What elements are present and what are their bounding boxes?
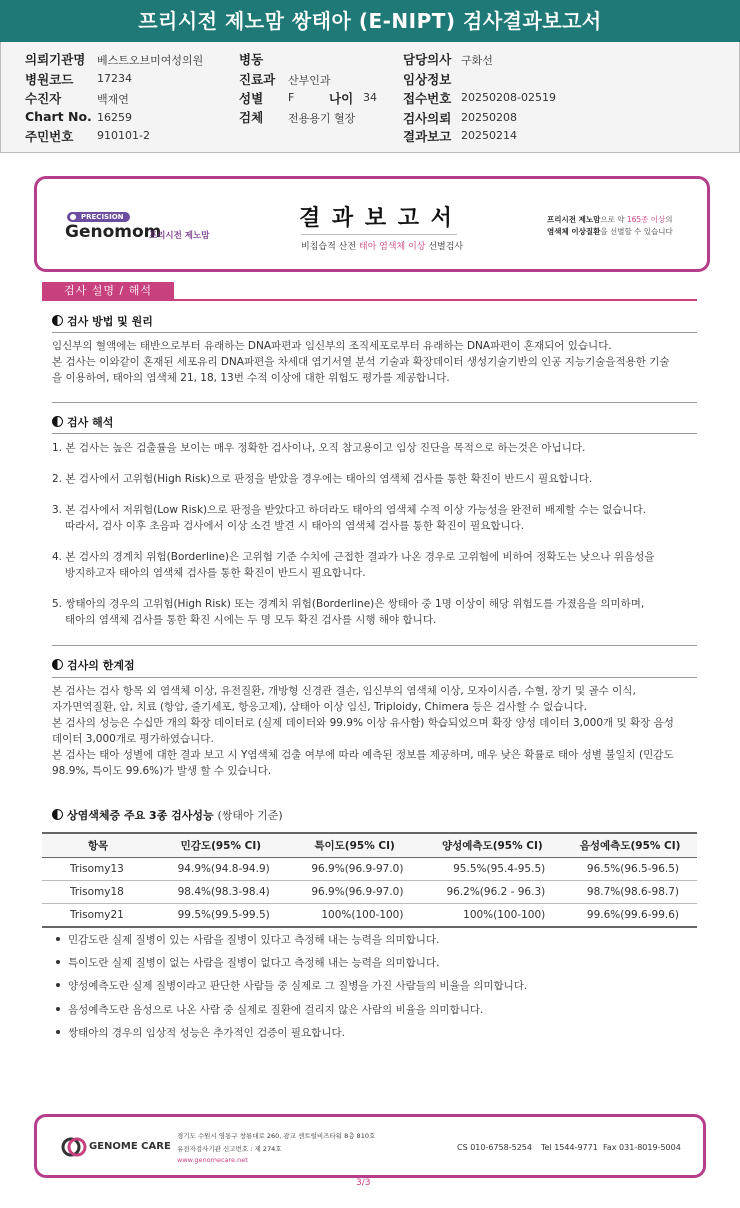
column-header: 양성예측도(95% CI) [421, 833, 563, 858]
genome-care-brand: GENOME CARE [89, 1141, 171, 1152]
precision-text: PRECISION [81, 213, 124, 221]
genome-care-logo-icon [61, 1137, 87, 1157]
limits-heading-text: 검사의 한계점 [67, 659, 135, 672]
table-cell: 96.2%(96.2 - 96.3) [421, 881, 563, 904]
footer-card [34, 1114, 706, 1178]
interp-rule [52, 433, 697, 434]
note-item [56, 1002, 483, 1017]
bullet-icon [56, 960, 60, 964]
sex-label: 성별 [239, 91, 264, 106]
interp-heading [52, 414, 113, 430]
interp-item-line: 4. 본 검사의 경계치 위험(Borderline)은 고위험 기준 수치에 근접한 결과가 나온 경우로 고위험에 비하여 정확도는 낮으나 위음성을 [52, 551, 655, 563]
limits-line: 본 검사는 태아 성별에 대한 결과 보고 시 Y염색체 검출 여부에 따라 예측된 정보를 제공하며, 매우 낮은 확률로 태아 성별 불일치 (민감도 [52, 749, 674, 761]
resident-label: 주민번호 [25, 129, 74, 144]
interp-bottom-rule [52, 645, 697, 646]
report-header-card [34, 176, 710, 272]
sex-value: F [288, 91, 295, 104]
chart-value: 16259 [97, 111, 132, 124]
table-cell: Trisomy13 [42, 858, 154, 881]
age-label: 나이 [329, 91, 354, 106]
method-bottom-rule [52, 402, 697, 403]
bullet-icon [56, 937, 60, 941]
limits-line: 본 검사는 검사 항목 외 염색체 이상, 유전질환, 개방형 신경관 결손, 임신부의 염색체 이상, 모자이시즘, 수혈, 장기 및 골수 이식, [52, 685, 636, 697]
interp-item-line: 3. 본 검사에서 저위험(Low Risk)으로 판정을 받았다고 하더라도 태아의 염색체 수적 이상 가능성을 완전히 배제할 수는 없습니다. [52, 504, 647, 516]
interp-item-line: 2. 본 검사에서 고위험(High Risk)으로 판정을 받았을 경우에는 태아의 염색체 검사를 통한 확진이 반드시 필요합니다. [52, 473, 593, 485]
genomom-kr-logo: 프리시전 제노맘 [149, 231, 210, 241]
limits-rule [52, 677, 697, 678]
half-circle-icon [52, 809, 63, 820]
interp-item [52, 502, 700, 534]
dept-value: 산부인과 [288, 74, 331, 87]
note-text: 음성예측도란 음성으로 나온 사람 중 실제로 질환에 걸리지 않은 사람의 비율을 의미합니다. [68, 1004, 484, 1016]
table-cell: 95.5%(95.4-95.5) [421, 858, 563, 881]
note-text: 민감도란 실제 질병이 있는 사람을 질병이 있다고 측정해 내는 능력을 의미합니다. [68, 934, 440, 946]
section-tab: 검사 설명 / 해석 [42, 282, 174, 300]
interp-item [52, 440, 700, 456]
right-text-b: 으로 약 [600, 215, 627, 224]
ward-label: 병동 [239, 52, 264, 67]
column-header: 항목 [42, 833, 154, 858]
request-label: 검사의뢰 [403, 111, 452, 126]
table-cell: 94.9%(94.8-94.9) [154, 858, 288, 881]
table-cell: 100%(100-100) [288, 904, 422, 928]
table-cell: 100%(100-100) [421, 904, 563, 928]
collector-value: 백재연 [97, 93, 129, 106]
method-line: 본 검사는 이와같이 혼재된 세포유리 DNA파편을 차세대 염기서열 분석 기술과 확장데이터 생성기술기반의 인공 지능기술을적용한 기술 [52, 356, 670, 368]
result-report-heading: 결 과 보 고 서 [299, 205, 454, 231]
heading-underline [301, 234, 457, 235]
method-text [52, 338, 700, 386]
performance-heading-note: (쌍태아 기준) [217, 809, 283, 822]
table-row [42, 904, 697, 928]
right-disease: 염색체 이상질환 [547, 227, 601, 236]
report-date-label: 결과보고 [403, 129, 452, 144]
method-line: 임신부의 혈액에는 태반으로부터 유래하는 DNA파편과 임신부의 조직세포로부터 유래하는 DNA파편이 혼재되어 있습니다. [52, 340, 612, 352]
note-text: 쌍태아의 경우의 임상적 성능은 추가적인 검증이 필요합니다. [68, 1027, 345, 1039]
table-cell: Trisomy21 [42, 904, 154, 928]
receipt-label: 접수번호 [403, 91, 452, 106]
report-title: 프리시전 제노맘 쌍태아 (E-NIPT) 검사결과보고서 [0, 0, 740, 42]
section-divider [42, 299, 697, 301]
bullet-icon [56, 1030, 60, 1034]
right-brand: 프리시전 제노맘 [547, 215, 601, 224]
interp-item [52, 549, 700, 581]
table-cell: 98.7%(98.6-98.7) [563, 881, 697, 904]
resident-value: 910101-2 [97, 129, 150, 142]
right-text-d: 의 [665, 215, 673, 224]
bullet-icon [56, 1007, 60, 1011]
right-text-f: 을 선별할 수 있습니다 [600, 227, 673, 236]
report-subtitle [301, 239, 463, 252]
interp-item-line: 태아의 염색체 검사를 통한 확진 시에는 두 명 모두 확진 검사를 시행 해야 합니다. [65, 614, 437, 626]
subtitle-part-c: 선별검사 [425, 242, 464, 252]
table-header-row [42, 833, 697, 858]
performance-heading [52, 807, 283, 823]
precision-badge [67, 212, 130, 222]
note-item [56, 1025, 345, 1040]
limits-line: 자가면역질환, 암, 치료 (항암, 줄기세포, 항응고제), 삼태아 이상 임신, Triploidy, Chimera 등은 검사할 수 없습니다. [52, 701, 588, 713]
column-header: 민감도(95% CI) [154, 833, 288, 858]
footer-tel: Tel 1544-9771 [541, 1143, 598, 1152]
precision-dot-icon [70, 214, 76, 220]
page-number: 3/3 [356, 1178, 371, 1188]
table-cell: 96.9%(96.9-97.0) [288, 881, 422, 904]
patient-info-panel [0, 42, 740, 153]
interp-item-line: 따라서, 검사 이후 초음파 검사에서 이상 소견 발견 시 태아의 염색체 검사를 통한 확진이 필요합니다. [65, 520, 525, 532]
limits-text [52, 683, 700, 779]
footer-website[interactable]: www.genomecare.net [177, 1156, 248, 1164]
column-header: 특이도(95% CI) [288, 833, 422, 858]
table-cell: 98.4%(98.3-98.4) [154, 881, 288, 904]
interp-item [52, 596, 700, 628]
request-value: 20250208 [461, 111, 517, 124]
clinical-label: 임상정보 [403, 72, 452, 87]
genomom-logo: Genomom [65, 222, 162, 242]
right-count: 165종 이상 [626, 215, 666, 224]
header-right-text [547, 214, 673, 238]
half-circle-icon [52, 315, 63, 326]
interp-heading-text: 검사 해석 [67, 416, 114, 429]
specimen-value: 전용용기 혈장 [288, 112, 356, 125]
code-label: 병원코드 [25, 72, 74, 87]
method-rule [52, 332, 697, 333]
doctor-label: 담당의사 [403, 52, 452, 67]
half-circle-icon [52, 416, 63, 427]
limits-line: 98.9%, 특이도 99.6%)가 발생 할 수 있습니다. [52, 765, 272, 777]
institution-value: 베스트오브미여성의원 [97, 54, 204, 67]
footer-fax: Fax 031-8019-5004 [603, 1143, 681, 1152]
chart-label: Chart No. [25, 109, 92, 124]
method-heading-text: 검사 방법 및 원리 [67, 315, 153, 328]
interp-item-line: 방지하고자 태아의 염색체 검사를 통한 확진이 반드시 필요합니다. [65, 567, 366, 579]
report-date-value: 20250214 [461, 129, 517, 142]
table-cell: 99.6%(99.6-99.6) [563, 904, 697, 928]
receipt-value: 20250208-02519 [461, 91, 556, 104]
code-value: 17234 [97, 72, 132, 85]
table-cell: 96.5%(96.5-96.5) [563, 858, 697, 881]
table-row [42, 881, 697, 904]
half-circle-icon [52, 659, 63, 670]
limits-heading [52, 657, 135, 673]
note-text: 특이도란 실제 질병이 없는 사람을 질병이 없다고 측정해 내는 능력을 의미합니다. [68, 957, 440, 969]
method-heading [52, 313, 153, 329]
collector-label: 수진자 [25, 91, 62, 106]
performance-table [42, 832, 697, 928]
table-cell: 99.5%(99.5-99.5) [154, 904, 288, 928]
limits-line: 데이터 3,000개로 평가하였습니다. [52, 733, 214, 745]
note-text: 양성예측도란 실제 질병이라고 판단한 사람들 중 실제로 그 질병을 가진 사람들의 비율을 의미합니다. [68, 980, 528, 992]
interp-item [52, 471, 700, 487]
note-item [56, 955, 439, 970]
interp-item-line: 1. 본 검사는 높은 검출률을 보이는 매우 정확한 검사이나, 오직 참고용이고 임상 진단을 목적으로 하는것은 아닙니다. [52, 442, 586, 454]
specimen-label: 검체 [239, 110, 264, 125]
table-cell: 96.9%(96.9-97.0) [288, 858, 422, 881]
interp-item-line: 5. 쌍태아의 경우의 고위험(High Risk) 또는 경계치 위험(Borderline)은 쌍태아 중 1명 이상이 해당 위험도를 가졌음을 의미하며, [52, 598, 645, 610]
bullet-icon [56, 983, 60, 987]
note-item [56, 978, 527, 993]
footer-address: 경기도 수원시 영통구 창룡대로 260, 광교 센트럴비즈타워 8층 810호 [177, 1132, 376, 1140]
age-value: 34 [363, 91, 377, 104]
footer-cs: CS 010-6758-5254 [457, 1143, 532, 1152]
table-cell: Trisomy18 [42, 881, 154, 904]
footer-license: 유전자검사기관 신고번호 : 제 274호 [177, 1145, 282, 1153]
table-row [42, 858, 697, 881]
institution-label: 의뢰기관명 [25, 52, 86, 67]
subtitle-highlight: 태아 염색체 이상 [358, 242, 426, 252]
column-header: 음성예측도(95% CI) [563, 833, 697, 858]
performance-heading-text: 상염색체증 주요 3종 검사성능 [67, 809, 214, 822]
dept-label: 진료과 [239, 72, 276, 87]
subtitle-part-a: 비침습적 산전 [301, 242, 359, 252]
doctor-value: 구화선 [461, 54, 493, 67]
method-line: 을 이용하여, 태아의 염색체 21, 18, 13번 수적 이상에 대한 위험도 평가를 제공합니다. [52, 372, 450, 384]
note-item [56, 932, 439, 947]
limits-line: 본 검사의 성능은 수십만 개의 확장 데이터로 (실제 데이터와 99.9% 이상 유사함) 학습되었으며 확장 양성 데이터 3,000개 및 확장 음성 [52, 717, 674, 729]
